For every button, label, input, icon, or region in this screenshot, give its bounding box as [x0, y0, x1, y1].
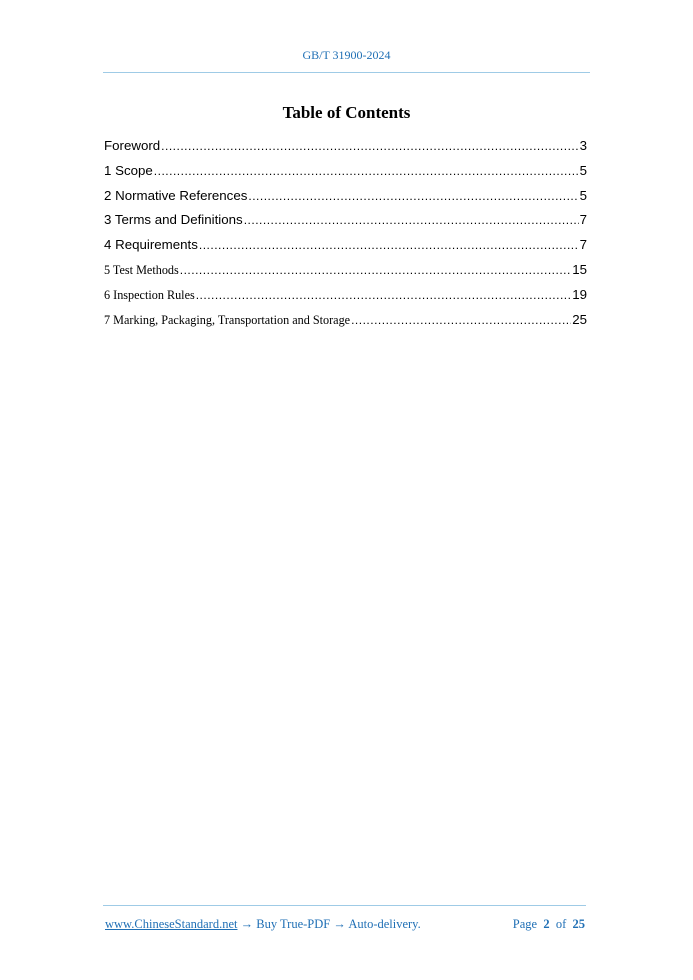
dot-leader	[161, 139, 578, 153]
toc-entry-label: 7 Marking, Packaging, Transportation and Storage	[104, 312, 351, 327]
toc-entry-label: 3 Terms and Definitions	[104, 212, 243, 228]
toc-title: Table of Contents	[282, 103, 411, 122]
auto-delivery-text: Auto-delivery.	[348, 917, 421, 931]
toc-entry-terms-definitions[interactable]	[104, 212, 587, 237]
toc-entry-label: 4 Requirements	[104, 237, 198, 253]
toc-entry-page: 3	[579, 138, 587, 153]
dot-leader	[351, 313, 571, 327]
toc-entry-marking-packaging[interactable]	[104, 312, 587, 337]
toc-entry-inspection-rules[interactable]	[104, 287, 587, 312]
dot-leader	[199, 238, 579, 252]
toc-entry-page: 5	[579, 187, 587, 203]
toc-entry-page: 5	[579, 162, 587, 178]
toc-entry-page: 7	[579, 212, 587, 228]
arrow-icon: →	[333, 917, 346, 931]
of-word: of	[555, 917, 567, 931]
footer-promo	[105, 917, 421, 932]
toc-entry-label: 5 Test Methods	[104, 262, 179, 277]
toc-entry-page: 15	[572, 261, 587, 277]
dot-leader	[244, 213, 579, 227]
website-link[interactable]: www.ChineseStandard.net	[105, 917, 238, 931]
toc-entry-test-methods[interactable]	[104, 262, 587, 287]
table-of-contents	[104, 138, 587, 336]
toc-entry-page: 7	[579, 237, 587, 253]
toc-entry-label: 1 Scope	[104, 162, 153, 178]
page-footer	[105, 917, 585, 932]
toc-entry-scope[interactable]	[104, 163, 587, 188]
current-page-number: 2	[543, 917, 550, 931]
toc-entry-foreword[interactable]	[104, 138, 587, 163]
buy-true-pdf-text: Buy True-PDF	[256, 917, 331, 931]
toc-entry-requirements[interactable]	[104, 237, 587, 262]
page-word: Page	[512, 917, 538, 931]
dot-leader	[154, 164, 579, 178]
document-code-header: GB/T 31900-2024	[302, 48, 391, 62]
toc-entry-label: Foreword	[104, 138, 161, 153]
footer-divider	[103, 905, 586, 906]
toc-entry-label: 2 Normative References	[104, 187, 248, 203]
toc-entry-page: 25	[572, 311, 587, 327]
total-pages-number: 25	[572, 917, 585, 931]
dot-leader	[196, 288, 571, 302]
header-divider	[103, 72, 590, 73]
page-indicator	[513, 917, 585, 932]
dot-leader	[248, 189, 578, 203]
dot-leader	[180, 263, 571, 277]
toc-entry-page: 19	[572, 286, 587, 302]
toc-entry-normative-references[interactable]	[104, 188, 587, 213]
arrow-icon: →	[240, 917, 254, 931]
toc-entry-label: 6 Inspection Rules	[104, 287, 195, 302]
